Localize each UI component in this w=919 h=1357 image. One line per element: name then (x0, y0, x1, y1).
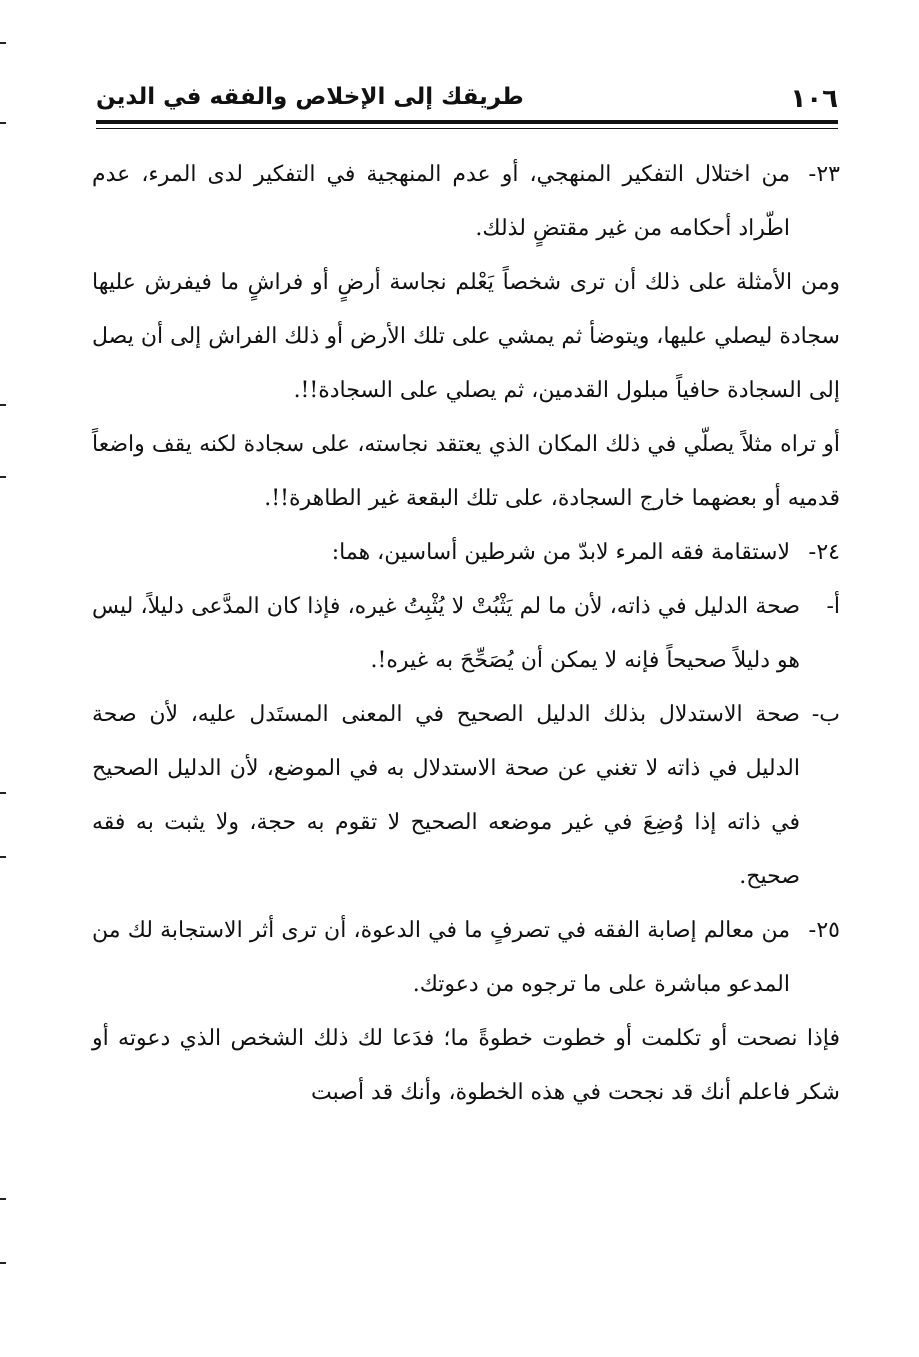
sub-item-letter: ب- (811, 702, 840, 727)
paragraph-example-1: ومن الأمثلة على ذلك أن ترى شخصاً يَعْلم نجاسة أرضٍ أو فراشٍ ما فيفرش عليها سجادة ليصلي عليها، ويتوضأ ثم يمشي على تلك الأرض أو ذلك الفراش إلى أن يصل إلى السجادة حافياً مبلول القدمين، ثم يصلي على السجادة!!. (92, 270, 840, 403)
margin-mark (0, 42, 6, 44)
item-number: ٢٣- (808, 162, 840, 187)
book-title: طريقك إلى الإخلاص والفقه في الدين (96, 84, 524, 110)
margin-mark (0, 856, 6, 858)
page-number: ١٠٦ (790, 84, 838, 114)
margin-mark (0, 476, 6, 478)
item-24-b (92, 688, 840, 904)
item-23 (92, 148, 840, 256)
item-24-a (92, 580, 840, 688)
paragraph-continuation: فإذا نصحت أو تكلمت أو خطوت خطوةً ما؛ فدَعا لك ذلك الشخص الذي دعوته أو شكر فاعلم أنك قد نجحت في هذه الخطوة، وأنك قد أصبت (92, 1026, 840, 1105)
paragraph-example-2: أو تراه مثلاً يصلّي في ذلك المكان الذي يعتقد نجاسته، على سجادة لكنه يقف واضعاً قدميه أو بعضهما خارج السجادة، على تلك البقعة غير الطاهرة!!. (92, 432, 840, 511)
item-25 (92, 904, 840, 1012)
item-number: ٢٤- (808, 540, 840, 565)
header-rule-thick (96, 120, 838, 124)
item-number: ٢٥- (808, 918, 840, 943)
item-text: لاستقامة فقه المرء لابدّ من شرطين أساسين، هما: (331, 540, 790, 565)
margin-mark (0, 792, 6, 794)
sub-item-text: صحة الدليل في ذاته، لأن ما لم يَثْبُتْ لا يُثْبِتُ غيره، فإذا كان المدَّعى دليلاً، ليس هو دليلاً صحيحاً فإنه لا يمكن أن يُصَحِّحَ به غيره!. (92, 594, 800, 673)
header-rule-thin (96, 128, 838, 129)
sub-item-text: صحة الاستدلال بذلك الدليل الصحيح في المعنى المستَدل عليه، لأن صحة الدليل في ذاته لا تغني عن صحة الاستدلال به في الموضع، لأن الدليل الصحيح في ذاته إذا وُضِعَ في غير موضعه الصحيح لا تقوم به حجة، ولا يثبت به فقه صحيح. (92, 702, 800, 889)
sub-item-letter: أ- (826, 594, 840, 619)
item-text: من معالم إصابة الفقه في تصرفٍ ما في الدعوة، أن ترى أثر الاستجابة لك من المدعو مباشرة على ما ترجوه من دعوتك. (92, 918, 790, 997)
margin-mark (0, 1198, 6, 1200)
item-text: من اختلال التفكير المنهجي، أو عدم المنهجية في التفكير لدى المرء، عدم اطّراد أحكامه من غير مقتضٍ لذلك. (92, 162, 790, 241)
margin-mark (0, 404, 6, 406)
page-body (92, 148, 840, 1120)
item-24 (92, 526, 840, 580)
margin-mark (0, 1262, 6, 1264)
running-header (96, 82, 838, 118)
margin-mark (0, 122, 6, 124)
